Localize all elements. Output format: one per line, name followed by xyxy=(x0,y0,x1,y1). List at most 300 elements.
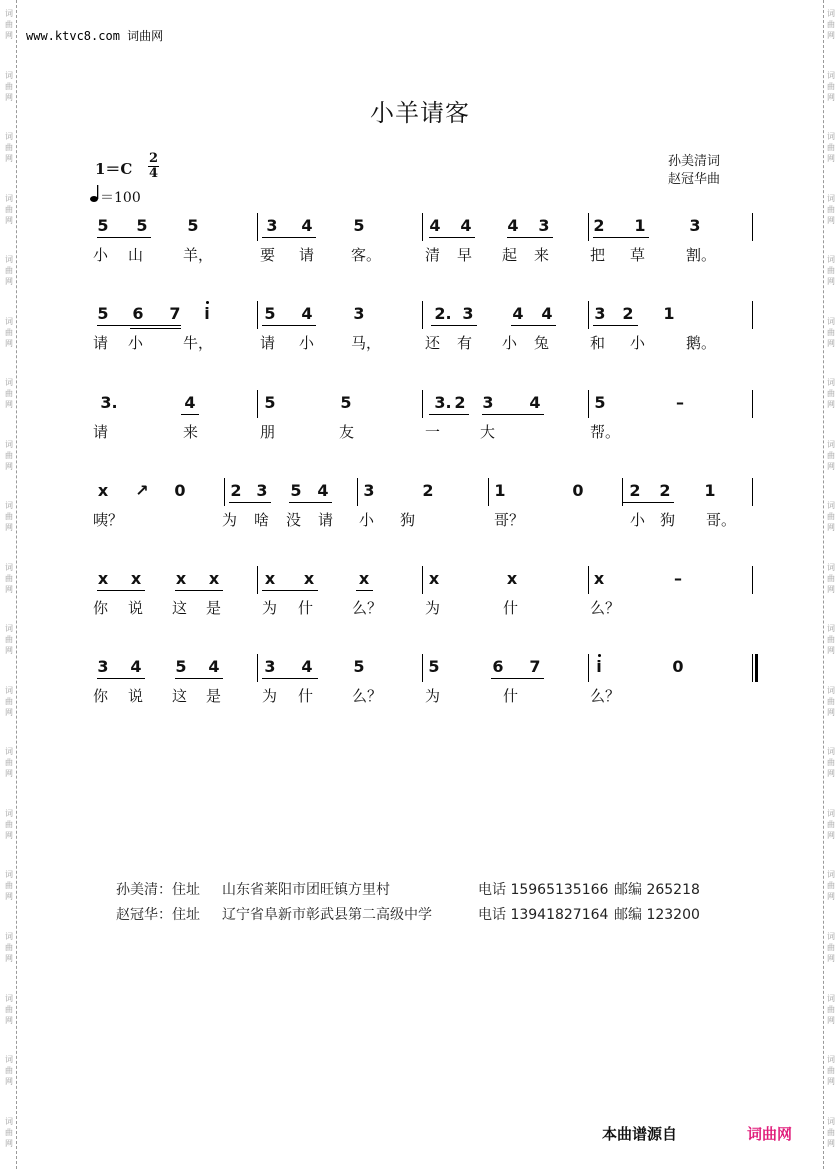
note: 5 xyxy=(264,304,276,323)
watermark-char: 曲 xyxy=(827,204,835,214)
lyric-syllable: 帮。 xyxy=(590,423,621,441)
watermark-char: 词 xyxy=(827,193,835,203)
lyric-syllable: 来 xyxy=(534,246,550,264)
beam-line xyxy=(289,502,332,503)
watermark-char: 网 xyxy=(5,1015,13,1025)
note: x xyxy=(130,569,142,588)
watermark-char: 网 xyxy=(827,892,835,902)
bar-line xyxy=(422,213,423,241)
lyric-syllable: 还 xyxy=(425,334,441,352)
lyric-syllable: 牛， xyxy=(183,334,214,352)
lyric-syllable: 哥？ xyxy=(494,511,525,529)
lyric-syllable: 朋 xyxy=(260,423,276,441)
lyric-syllable: 把 xyxy=(590,246,606,264)
watermark-char: 网 xyxy=(5,400,13,410)
note: x xyxy=(303,569,315,588)
watermark-char: 词 xyxy=(5,70,13,80)
watermark-unit xyxy=(5,738,13,800)
lyric-syllable: 是 xyxy=(206,599,222,617)
lyric-syllable: 小 xyxy=(359,511,375,529)
watermark-char: 曲 xyxy=(5,512,13,522)
watermark-char: 曲 xyxy=(827,758,835,768)
bar-line xyxy=(257,654,258,682)
bar-line xyxy=(257,390,258,418)
note: 3 xyxy=(462,304,474,323)
tempo-value: ＝100 xyxy=(100,190,141,206)
note: 5 xyxy=(340,393,352,412)
note: 1 xyxy=(663,304,675,323)
bar-line xyxy=(588,566,589,594)
watermark-char: 曲 xyxy=(827,942,835,952)
note: x xyxy=(175,569,187,588)
watermark-char: 曲 xyxy=(5,266,13,276)
lyric-syllable: 么？ xyxy=(352,599,383,617)
lyric-syllable: 清 xyxy=(425,246,441,264)
note: 4 xyxy=(301,304,313,323)
note: x xyxy=(97,569,109,588)
octave-dot xyxy=(206,301,209,304)
lyric-syllable: 为 xyxy=(425,687,441,705)
watermark-char: 网 xyxy=(5,461,13,471)
note: ↗ xyxy=(135,481,149,500)
watermark-char: 网 xyxy=(5,1077,13,1087)
watermark-char: 网 xyxy=(827,154,835,164)
watermark-unit xyxy=(827,1108,835,1169)
credits xyxy=(668,153,720,189)
watermark-char: 网 xyxy=(827,584,835,594)
note: 3 xyxy=(689,216,701,235)
watermark-char: 网 xyxy=(5,769,13,779)
bar-line xyxy=(257,566,258,594)
note: 5 xyxy=(353,657,365,676)
watermark-char: 词 xyxy=(827,870,835,880)
watermark-char: 词 xyxy=(5,501,13,511)
beam-line xyxy=(356,590,373,591)
note: i xyxy=(596,657,602,676)
watermark-char: 词 xyxy=(827,993,835,1003)
watermark-char: 曲 xyxy=(827,573,835,583)
contact-zip: 邮编 265218 xyxy=(614,882,700,898)
note: 2 xyxy=(622,304,634,323)
lyric-syllable: 请 xyxy=(93,334,109,352)
watermark-char: 词 xyxy=(5,378,13,388)
watermark-char: 词 xyxy=(827,316,835,326)
lyric-syllable: 马， xyxy=(351,334,382,352)
bar-line xyxy=(622,478,623,506)
watermark-char: 词 xyxy=(5,685,13,695)
lyric-syllable: 什 xyxy=(503,687,519,705)
watermark-char: 曲 xyxy=(5,696,13,706)
watermark-char: 曲 xyxy=(5,204,13,214)
bar-line xyxy=(422,301,423,329)
beam-line xyxy=(622,502,674,503)
lyric-syllable: 咦？ xyxy=(93,511,124,529)
note: 3 xyxy=(256,481,268,500)
watermark-char: 曲 xyxy=(827,20,835,29)
watermark-char: 词 xyxy=(5,993,13,1003)
composer: 赵冠华曲 xyxy=(668,172,721,187)
watermark-char: 曲 xyxy=(827,450,835,460)
note: 6 xyxy=(132,304,144,323)
lyric-syllable: 有 xyxy=(457,334,473,352)
watermark-unit xyxy=(827,923,835,985)
beam-line xyxy=(593,325,638,326)
watermark-char: 词 xyxy=(5,747,13,757)
watermark-char: 词 xyxy=(827,1055,835,1065)
contact-zip: 邮编 123200 xyxy=(614,907,700,923)
beam-line xyxy=(429,237,475,238)
beam-line xyxy=(511,325,556,326)
watermark-char: 网 xyxy=(827,461,835,471)
watermark-char: 网 xyxy=(5,646,13,656)
watermark-unit xyxy=(827,0,835,62)
site-url[interactable]: www.ktvc8.com 词曲网 xyxy=(26,29,164,43)
note: x xyxy=(428,569,440,588)
contact-address: 山东省莱阳市团旺镇方里村 xyxy=(222,882,390,898)
note: 3 xyxy=(266,216,278,235)
note: 4 xyxy=(512,304,524,323)
watermark-char: 网 xyxy=(827,338,835,348)
lyric-syllable: 山 xyxy=(128,246,144,264)
watermark-char: 网 xyxy=(5,584,13,594)
watermark-char: 词 xyxy=(5,931,13,941)
bar-line xyxy=(752,478,753,506)
lyric-syllable: 要 xyxy=(260,246,276,264)
watermark-char: 网 xyxy=(5,154,13,164)
watermark-char: 曲 xyxy=(827,696,835,706)
watermark-char: 词 xyxy=(827,501,835,511)
watermark-char: 曲 xyxy=(827,635,835,645)
note: 2. xyxy=(434,304,452,323)
lyric-syllable: 和 xyxy=(590,334,606,352)
watermark-char: 词 xyxy=(827,9,835,18)
note: x xyxy=(97,481,109,500)
watermark-char: 网 xyxy=(827,707,835,717)
note: x xyxy=(358,569,370,588)
bar-line xyxy=(752,654,753,682)
watermark-char: 词 xyxy=(827,931,835,941)
note: x xyxy=(506,569,518,588)
lyric-syllable: 没 xyxy=(286,511,302,529)
note: 4 xyxy=(208,657,220,676)
watermark-char: 网 xyxy=(827,1138,835,1148)
lyric-syllable: 为 xyxy=(425,599,441,617)
lyric-syllable: 友 xyxy=(339,423,355,441)
watermark-unit xyxy=(5,800,13,862)
lyric-syllable: 小 xyxy=(502,334,518,352)
watermark-char: 曲 xyxy=(5,450,13,460)
lyric-syllable: 请 xyxy=(93,423,109,441)
note: x xyxy=(593,569,605,588)
lyric-syllable: 请 xyxy=(318,511,334,529)
lyric-syllable: 来 xyxy=(183,423,199,441)
bar-line xyxy=(422,654,423,682)
watermark-char: 曲 xyxy=(827,1066,835,1076)
lyric-syllable: 么？ xyxy=(352,687,383,705)
watermark-unit xyxy=(5,123,13,185)
beam-line xyxy=(97,590,145,591)
note: 5 xyxy=(136,216,148,235)
note: 3 xyxy=(482,393,494,412)
beam-line xyxy=(262,678,318,679)
note: x xyxy=(208,569,220,588)
tempo-marking xyxy=(90,185,141,207)
watermark-char: 曲 xyxy=(5,819,13,829)
note: 5 xyxy=(97,304,109,323)
watermark-char: 曲 xyxy=(5,881,13,891)
watermark-char: 网 xyxy=(827,830,835,840)
watermark-unit xyxy=(827,1046,835,1108)
bar-line xyxy=(588,213,589,241)
watermark-char: 曲 xyxy=(5,327,13,337)
note: 0 xyxy=(572,481,584,500)
note: 5 xyxy=(594,393,606,412)
watermark-char: 曲 xyxy=(5,1066,13,1076)
note: 2 xyxy=(659,481,671,500)
lyric-syllable: 说 xyxy=(128,687,144,705)
note: 4 xyxy=(529,393,541,412)
watermark-char: 词 xyxy=(827,808,835,818)
watermark-unit xyxy=(827,861,835,923)
bar-line xyxy=(257,213,258,241)
watermark-char: 曲 xyxy=(827,81,835,91)
bar-line xyxy=(588,390,589,418)
staff-row xyxy=(0,213,840,283)
watermark-char: 网 xyxy=(5,31,13,40)
note: 1 xyxy=(494,481,506,500)
watermark-char: 网 xyxy=(5,338,13,348)
watermark-char: 网 xyxy=(827,277,835,287)
watermark-char: 网 xyxy=(5,92,13,102)
note: 1 xyxy=(704,481,716,500)
bar-line xyxy=(422,390,423,418)
watermark-char: 网 xyxy=(5,1138,13,1148)
bar-line xyxy=(422,566,423,594)
watermark-unit xyxy=(5,923,13,985)
watermark-char: 词 xyxy=(5,9,13,18)
note: 3 xyxy=(594,304,606,323)
note: 3. xyxy=(100,393,118,412)
bar-line xyxy=(752,301,753,329)
beam-line xyxy=(97,678,145,679)
watermark-char: 词 xyxy=(5,808,13,818)
lyric-syllable: 狗 xyxy=(660,511,676,529)
lyric-syllable: 你 xyxy=(93,599,109,617)
lyric-syllable: 么？ xyxy=(590,599,621,617)
watermark-char: 词 xyxy=(827,562,835,572)
watermark-char: 网 xyxy=(5,523,13,533)
lyric-syllable: 为 xyxy=(262,599,278,617)
watermark-char: 词 xyxy=(5,624,13,634)
watermark-unit xyxy=(5,861,13,923)
lyric-syllable: 什 xyxy=(298,687,314,705)
note: 4 xyxy=(130,657,142,676)
beam-line xyxy=(175,590,223,591)
note: 7 xyxy=(169,304,181,323)
note: 4 xyxy=(301,216,313,235)
watermark-unit xyxy=(827,123,835,185)
watermark-char: 词 xyxy=(827,70,835,80)
watermark-unit xyxy=(827,800,835,862)
beam-line xyxy=(262,237,316,238)
note: 6 xyxy=(492,657,504,676)
note: x xyxy=(264,569,276,588)
watermark-char: 曲 xyxy=(827,512,835,522)
watermark-char: 曲 xyxy=(5,389,13,399)
key-signature: 1＝C xyxy=(95,160,133,178)
beam-line xyxy=(175,678,223,679)
watermark-char: 词 xyxy=(827,747,835,757)
note: i xyxy=(204,304,210,323)
watermark-char: 词 xyxy=(827,255,835,265)
lyric-syllable: 草 xyxy=(630,246,646,264)
lyric-syllable: 什 xyxy=(298,599,314,617)
note: 2 xyxy=(629,481,641,500)
lyricist: 孙美清词 xyxy=(668,154,721,169)
watermark-char: 曲 xyxy=(5,1004,13,1014)
lyric-syllable: 一 xyxy=(425,423,441,441)
watermark-unit xyxy=(5,1108,13,1169)
lyric-syllable: 啥 xyxy=(254,511,270,529)
song-title: 小羊请客 xyxy=(370,99,470,127)
contact-phone: 电话 15965135166 xyxy=(478,882,609,898)
staff-row xyxy=(0,301,840,371)
lyric-syllable: 你 xyxy=(93,687,109,705)
watermark-char: 网 xyxy=(827,523,835,533)
note: 3 xyxy=(97,657,109,676)
bar-line xyxy=(257,301,258,329)
watermark-char: 网 xyxy=(827,769,835,779)
lyric-syllable: 小 xyxy=(93,246,109,264)
time-signature xyxy=(148,152,159,181)
watermark-char: 曲 xyxy=(5,942,13,952)
contact-name: 赵冠华：住址 xyxy=(116,907,200,923)
beam-line xyxy=(229,502,271,503)
watermark-char: 网 xyxy=(827,646,835,656)
note: 3 xyxy=(353,304,365,323)
watermark-char: 词 xyxy=(5,132,13,142)
note: 2 xyxy=(593,216,605,235)
note: 5 xyxy=(175,657,187,676)
lyric-syllable: 为 xyxy=(222,511,238,529)
contact-address: 辽宁省阜新市彰武县第二高级中学 xyxy=(222,907,432,923)
lyric-syllable: 小 xyxy=(299,334,315,352)
note: 4 xyxy=(429,216,441,235)
lyric-syllable: 是 xyxy=(206,687,222,705)
watermark-char: 词 xyxy=(5,870,13,880)
lyric-syllable: 兔 xyxy=(534,334,550,352)
watermark-char: 曲 xyxy=(827,1127,835,1137)
watermark-unit xyxy=(827,738,835,800)
beam-line xyxy=(97,237,151,238)
bar-line xyxy=(357,478,358,506)
note: 3. xyxy=(434,393,452,412)
lyric-syllable: 早 xyxy=(457,246,473,264)
beam-line xyxy=(507,237,553,238)
watermark-char: 曲 xyxy=(5,20,13,29)
staff-row xyxy=(0,566,840,636)
note: 2 xyxy=(454,393,466,412)
lyric-syllable: 小 xyxy=(128,334,144,352)
watermark-char: 网 xyxy=(827,1015,835,1025)
beam-line xyxy=(262,590,318,591)
beam-line xyxy=(97,325,181,326)
watermark-char: 网 xyxy=(5,953,13,963)
final-bar-line xyxy=(755,654,758,682)
watermark-char: 网 xyxy=(5,830,13,840)
watermark-char: 曲 xyxy=(827,819,835,829)
bar-line xyxy=(588,301,589,329)
footer-source: 本曲谱源自 xyxy=(602,1125,678,1143)
note: 4 xyxy=(460,216,472,235)
watermark-char: 词 xyxy=(5,439,13,449)
bar-line xyxy=(224,478,225,506)
beam-line xyxy=(482,414,544,415)
note: 5 xyxy=(264,393,276,412)
note: 3 xyxy=(264,657,276,676)
lyric-syllable: 客。 xyxy=(351,246,382,264)
lyric-syllable: 这 xyxy=(172,687,188,705)
watermark-char: 词 xyxy=(5,1055,13,1065)
watermark-char: 网 xyxy=(827,92,835,102)
note: 5 xyxy=(97,216,109,235)
lyric-syllable: 起 xyxy=(502,246,518,264)
watermark-char: 网 xyxy=(5,277,13,287)
note: 2 xyxy=(230,481,242,500)
note: 4 xyxy=(317,481,329,500)
watermark-char: 曲 xyxy=(5,143,13,153)
watermark-unit xyxy=(5,985,13,1047)
watermark-char: 曲 xyxy=(827,266,835,276)
watermark-char: 曲 xyxy=(5,81,13,91)
contact-phone: 电话 13941827164 xyxy=(478,907,609,923)
lyric-syllable: 什 xyxy=(503,599,519,617)
lyric-syllable: 为 xyxy=(262,687,278,705)
quarter-note-icon xyxy=(90,185,100,207)
note: 4 xyxy=(507,216,519,235)
watermark-char: 词 xyxy=(5,1116,13,1126)
lyric-syllable: 请 xyxy=(299,246,315,264)
note: 5 xyxy=(187,216,199,235)
lyric-syllable: 割。 xyxy=(686,246,717,264)
beam-line xyxy=(593,237,649,238)
bar-line xyxy=(488,478,489,506)
watermark-char: 网 xyxy=(5,215,13,225)
watermark-char: 词 xyxy=(827,378,835,388)
watermark-char: 词 xyxy=(827,1116,835,1126)
staff-row xyxy=(0,654,840,724)
note: – xyxy=(674,569,682,588)
lyric-syllable: 鹅。 xyxy=(686,334,717,352)
watermark-char: 词 xyxy=(827,624,835,634)
lyric-syllable: 这 xyxy=(172,599,188,617)
watermark-char: 网 xyxy=(827,1077,835,1087)
bar-line xyxy=(752,390,753,418)
lyric-syllable: 么？ xyxy=(590,687,621,705)
watermark-char: 曲 xyxy=(827,881,835,891)
lyric-syllable: 狗 xyxy=(400,511,416,529)
beam-line xyxy=(181,414,199,415)
lyric-syllable: 大 xyxy=(480,423,496,441)
lyric-syllable: 哥。 xyxy=(706,511,737,529)
watermark-char: 网 xyxy=(827,953,835,963)
footer-brand-link[interactable]: 词曲网 xyxy=(747,1125,793,1143)
note: 0 xyxy=(672,657,684,676)
staff-row xyxy=(0,390,840,460)
note: 5 xyxy=(353,216,365,235)
watermark-char: 词 xyxy=(827,132,835,142)
watermark-char: 词 xyxy=(5,316,13,326)
